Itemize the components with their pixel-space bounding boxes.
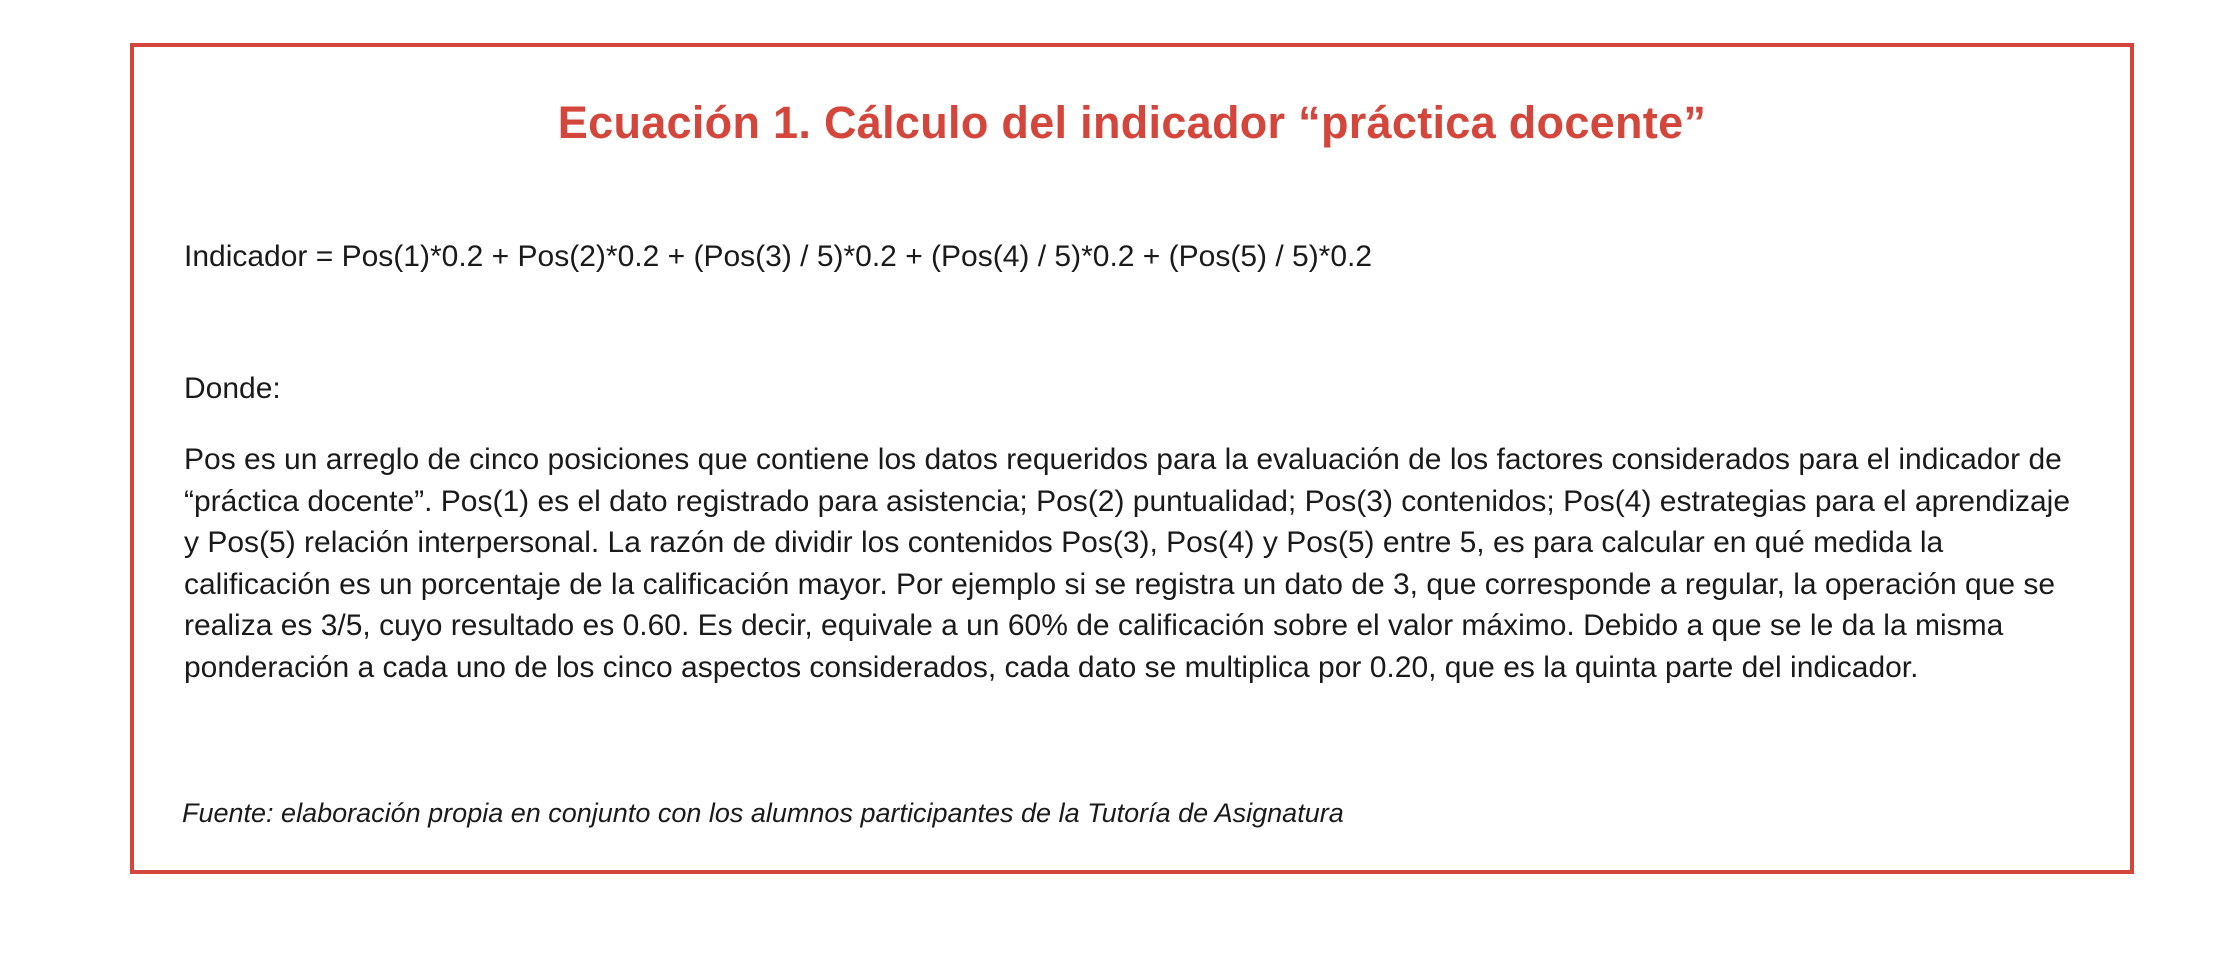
explanation-paragraph: Pos es un arreglo de cinco posiciones que contiene los datos requeridos para la evaluación de los factores considerados para el indicador de “práctica docente”. Pos(1) es el dato registrado para asistencia; Pos(2) puntualidad; Pos(3) contenidos; Pos(4) estrategias para el aprendizaje y Pos(5) relación interpersonal. La razón de dividir los contenidos Pos(3), Pos(4) y Pos(5) entre 5, es para calcular en qué medida la calificación es un porcentaje de la calificación mayor. Por ejemplo si se registra un dato de 3, que corresponde a regular, la operación que se realiza es 3/5, cuyo resultado es 0.60. Es decir, equivale a un 60% de calificación sobre el valor máximo. Debido a que se le da la misma ponderación a cada uno de los cinco aspectos considerados, cada dato se multiplica por 0.20, que es la quinta parte del indicador.: [184, 443, 2071, 684]
equation-formula: Indicador = Pos(1)*0.2 + Pos(2)*0.2 + (Pos(3) / 5)*0.2 + (Pos(4) / 5)*0.2 + (Pos(5) / 5)*0.2: [184, 240, 1373, 273]
where-label: Donde:: [184, 372, 281, 405]
equation-title: Ecuación 1. Cálculo del indicador “práctica docente”: [557, 97, 1707, 148]
source-note: Fuente: elaboración propia en conjunto con los alumnos participantes de la Tutoría de Asignatura: [182, 798, 1344, 828]
equation-box: [130, 43, 2134, 874]
